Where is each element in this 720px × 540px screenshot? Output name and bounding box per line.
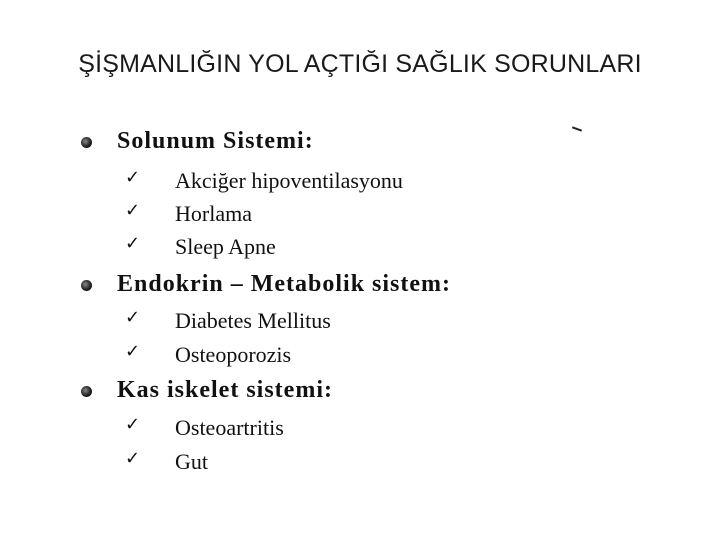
check-icon: ✓ — [125, 341, 141, 362]
bullet-icon — [81, 386, 92, 397]
list-item-text: Sleep Apne — [175, 234, 276, 259]
list-item-text: Gut — [175, 449, 208, 474]
list-item-text: Akciğer hipoventilasyonu — [175, 168, 403, 193]
scanned-text-image — [75, 118, 600, 488]
scan-artifact — [572, 126, 582, 131]
check-icon: ✓ — [125, 233, 141, 254]
check-icon: ✓ — [125, 307, 141, 328]
bullet-icon — [81, 137, 92, 148]
section-heading-text: Solunum Sistemi: — [117, 128, 314, 154]
check-icon: ✓ — [125, 167, 141, 188]
list-item-text: Osteoartritis — [175, 415, 284, 440]
check-icon: ✓ — [125, 414, 141, 435]
list-item-text: Diabetes Mellitus — [175, 308, 331, 333]
section-heading-text: Endokrin – Metabolik sistem: — [117, 271, 452, 297]
slide-title: ŞİŞMANLIĞIN YOL AÇTIĞI SAĞLIK SORUNLARI — [78, 50, 642, 78]
list-item-text: Horlama — [175, 201, 252, 226]
list-item-text: Osteoporozis — [175, 342, 292, 367]
check-icon: ✓ — [125, 448, 141, 469]
check-icon: ✓ — [125, 200, 141, 221]
bullet-icon — [81, 280, 92, 291]
section-heading-text: Kas iskelet sistemi: — [117, 377, 333, 403]
